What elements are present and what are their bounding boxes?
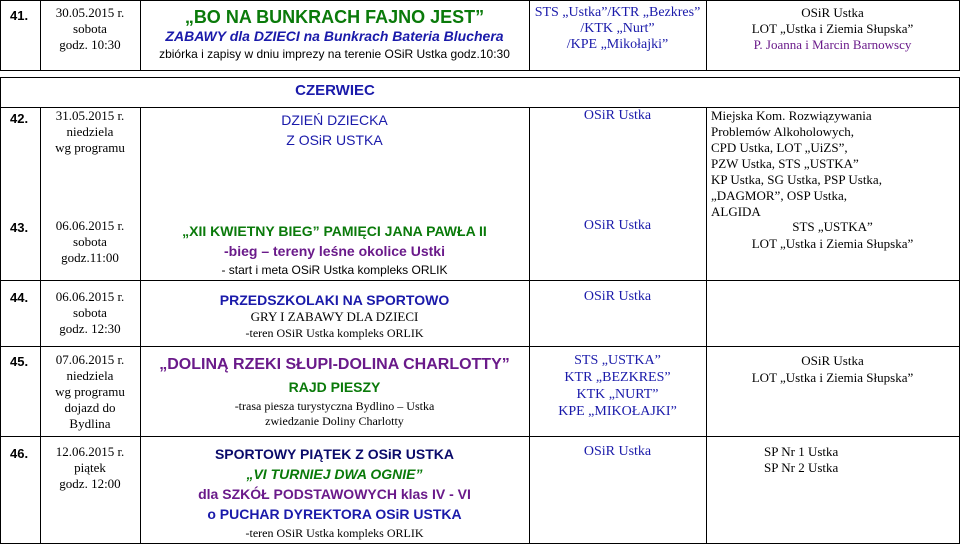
event-subtitle: -bieg – tereny leśne okolice Ustki	[224, 243, 445, 259]
partner-line: SP Nr 2 Ustka	[764, 460, 839, 475]
time-line: godz. 12:00	[59, 476, 121, 491]
partner-line: LOT „Ustka i Ziemia Słupska”	[751, 21, 914, 36]
row-43-event	[140, 221, 529, 279]
travel-line: Bydlina	[69, 416, 111, 431]
travel-line: dojazd do	[64, 400, 116, 415]
partner-line: LOT „Ustka i Ziemia Słupska”	[751, 236, 914, 251]
row-43-organizer	[529, 218, 706, 234]
row-41-date	[40, 5, 140, 53]
row-46-number: 46.	[10, 446, 29, 461]
event-title: PRZEDSZKOLAKI NA SPORTOWO	[219, 292, 450, 308]
row-41-event	[140, 6, 529, 63]
date-line: 07.06.2015 r.	[55, 352, 125, 367]
organizer-line: STS „Ustka”/KTR „Bezkres”	[534, 5, 701, 20]
row-41-organizer	[529, 5, 706, 53]
row-42-organizer	[529, 108, 706, 124]
day-line: niedziela	[66, 368, 114, 383]
row-46-date	[40, 444, 140, 492]
event-subtitle: ZABAWY dla DZIECI na Bunkrach Bateria Bluchera	[165, 28, 504, 44]
row-42-event	[140, 110, 529, 150]
partner-line: OSiR Ustka	[801, 5, 864, 20]
time-line: godz. 10:30	[59, 37, 121, 52]
event-subtitle: „VI TURNIEJ DWA OGNIE”	[246, 466, 423, 482]
partner-line: LOT „Ustka i Ziemia Słupska”	[751, 370, 914, 385]
partner-line: KP Ustka, SG Ustka, PSP Ustka,	[711, 172, 882, 187]
day-line: niedziela	[66, 124, 114, 139]
day-line: piątek	[74, 460, 106, 475]
row-43-partners	[706, 218, 959, 252]
partner-line: „DAGMOR”, OSP Ustka,	[711, 188, 848, 203]
organizer-line: OSiR Ustka	[583, 108, 652, 123]
organizer-line: KTR „BEZKRES”	[564, 370, 671, 385]
row-46-event	[140, 444, 529, 542]
row-42-partners	[711, 108, 956, 220]
organizer-line: /KPE „Mikołajki”	[566, 37, 669, 52]
row-44-date	[40, 289, 140, 337]
event-title: „DOLINĄ RZEKI SŁUPI-DOLINA CHARLOTTY”	[159, 356, 510, 373]
row-44-organizer	[529, 289, 706, 305]
row-42-date	[40, 108, 140, 156]
partner-line: CPD Ustka, LOT „UiZS”,	[711, 140, 848, 155]
organizer-line: OSiR Ustka	[583, 444, 652, 459]
organizer-line: KPE „MIKOŁAJKI”	[558, 404, 677, 419]
event-note: -trasa piesza turystyczna Bydlino – Ustka	[234, 399, 435, 413]
date-line: 06.06.2015 r.	[55, 218, 125, 233]
time-line: godz. 12:30	[59, 321, 121, 336]
date-line: 30.05.2015 r.	[55, 5, 125, 20]
event-subtitle: RAJD PIESZY	[288, 379, 381, 395]
event-line-3: dla SZKÓŁ PODSTAWOWYCH klas IV - VI	[198, 486, 471, 502]
row-41-partners	[706, 5, 959, 53]
organizer-line: STS „USTKA”	[574, 353, 661, 368]
row-45-number: 45.	[10, 354, 29, 369]
partner-line: PZW Ustka, STS „USTKA”	[711, 156, 859, 171]
event-note: -teren OSiR Ustka kompleks ORLIK	[245, 526, 424, 540]
date-line: 31.05.2015 r.	[55, 108, 125, 123]
row-45-partners	[706, 352, 959, 386]
row-44-number: 44.	[10, 290, 29, 305]
event-note-2: zwiedzanie Doliny Charlotty	[265, 414, 404, 428]
row-41-number: 41.	[10, 8, 29, 23]
event-note: zbiórka i zapisy w dniu imprezy na terenie OSiR Ustka godz.10:30	[159, 47, 510, 61]
time-line: wg programu	[55, 140, 125, 155]
event-title: DZIEŃ DZIECKA	[281, 112, 388, 128]
time-line: wg programu	[55, 384, 125, 399]
partner-line: STS „USTKA”	[792, 219, 873, 234]
organizer-line: /KTK „Nurt”	[580, 21, 655, 36]
organizer-line: OSiR Ustka	[583, 289, 652, 304]
event-subtitle: Z OSiR USTKA	[286, 132, 383, 148]
row-46-partners	[764, 444, 944, 476]
partner-line: SP Nr 1 Ustka	[764, 444, 839, 459]
event-line-4: o PUCHAR DYREKTORA OSiR USTKA	[207, 506, 462, 522]
organizer-line: KTK „NURT”	[576, 387, 659, 402]
partner-line: P. Joanna i Marcin Barnowscy	[753, 37, 912, 52]
partner-line: Problemów Alkoholowych,	[711, 124, 854, 139]
event-title: „XII KWIETNY BIEG” PAMIĘCI JANA PAWŁA II	[182, 223, 487, 239]
row-45-event	[140, 354, 529, 428]
organizer-line: OSiR Ustka	[583, 218, 652, 233]
day-line: sobota	[73, 234, 107, 249]
row-46-organizer	[529, 444, 706, 460]
day-line: sobota	[73, 21, 107, 36]
partner-line: Miejska Kom. Rozwiązywania	[711, 108, 872, 123]
row-45-organizer	[529, 352, 706, 420]
event-title: SPORTOWY PIĄTEK Z OSiR USTKA	[214, 446, 455, 462]
row-43-date	[40, 218, 140, 266]
partner-line: ALGIDA	[711, 204, 761, 219]
partner-line: OSiR Ustka	[801, 353, 864, 368]
row-45-date	[40, 352, 140, 432]
row-43-number: 43.	[10, 220, 29, 235]
row-42-number: 42.	[10, 111, 29, 126]
day-line: sobota	[73, 305, 107, 320]
row-44-event	[140, 291, 529, 341]
event-subtitle: GRY I ZABAWY DLA DZIECI	[250, 309, 419, 324]
time-line: godz.11:00	[61, 250, 119, 265]
event-title: „BO NA BUNKRACH FAJNO JEST”	[184, 7, 485, 27]
date-line: 06.06.2015 r.	[55, 289, 125, 304]
date-line: 12.06.2015 r.	[55, 444, 125, 459]
event-note: - start i meta OSiR Ustka kompleks ORLIK	[221, 263, 448, 277]
month-header: CZERWIEC	[295, 82, 375, 99]
event-note: -teren OSiR Ustka kompleks ORLIK	[245, 326, 424, 340]
